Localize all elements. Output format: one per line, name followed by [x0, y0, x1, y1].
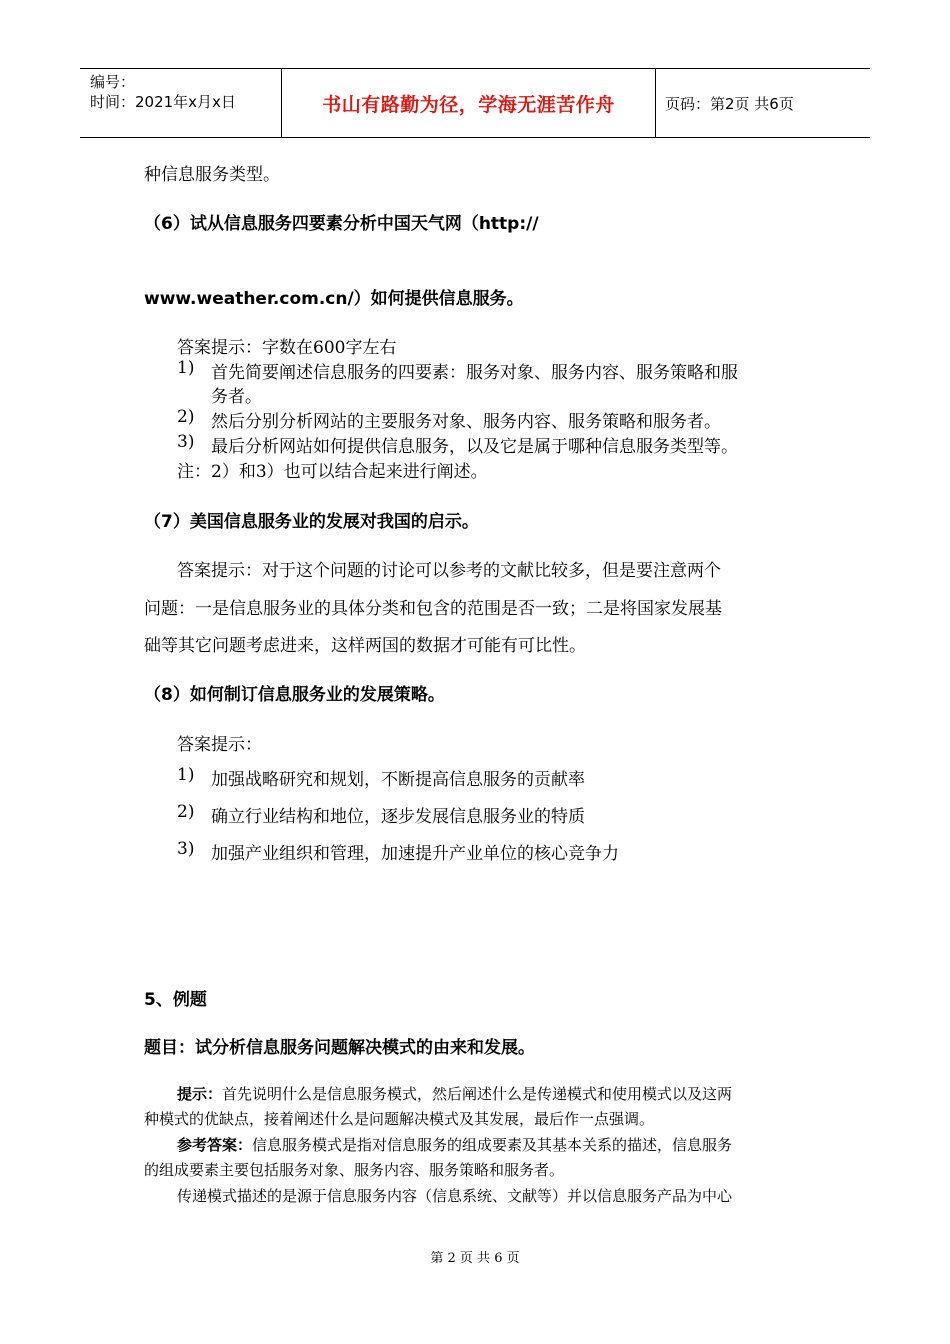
- hint-line2: 种模式的优缺点，接着阐述什么是问题解决模式及其发展，最后作一点强调。: [144, 1110, 655, 1128]
- hint-label: 提示：: [177, 1085, 223, 1103]
- reference-line2: 的组成要素主要包括服务对象、服务内容、服务策略和服务者。: [144, 1161, 565, 1179]
- reference-line3: 传递模式描述的是源于信息服务内容（信息系统、文献等）并以信息服务产品为中心: [177, 1187, 733, 1205]
- reference-text: 信息服务模式是指对信息服务的组成要素及其基本关系的描述，信息服务: [252, 1136, 733, 1154]
- q8-answer-hint: 答案提示：: [177, 735, 262, 755]
- hint-line1: [177, 1083, 732, 1104]
- q6-answer-hint: 答案提示：字数在600字左右: [177, 338, 397, 358]
- q6-note: 注：2）和3）也可以结合起来进行阐述。: [177, 462, 488, 482]
- list-text: 然后分别分析网站的主要服务对象、服务内容、服务策略和服务者。: [211, 412, 721, 432]
- hint-text: 首先说明什么是信息服务模式，然后阐述什么是传递模式和使用模式以及这两: [222, 1085, 733, 1103]
- header-meta-cell: [80, 69, 282, 137]
- header-motto-cell: [282, 69, 656, 137]
- page-header: [80, 68, 870, 138]
- doc-number-label: 编号：: [90, 73, 136, 91]
- section-5-heading: 5、例题: [144, 990, 207, 1010]
- header-page-cell: [656, 69, 870, 137]
- reference-line1: [177, 1134, 732, 1155]
- continued-text: 种信息服务类型。: [144, 165, 280, 185]
- list-text: 加强产业组织和管理，加速提升产业单位的核心竞争力: [211, 844, 619, 864]
- page-footer: 第 2 页 共 6 页: [430, 1251, 520, 1266]
- question-6-title-line1: （6）试从信息服务四要素分析中国天气网（http://: [144, 214, 539, 234]
- list-text: 最后分析网站如何提供信息服务，以及它是属于哪种信息服务类型等。: [211, 437, 738, 457]
- question-6-title-line2: www.weather.com.cn/）如何提供信息服务。: [144, 289, 524, 309]
- q7-paragraph-line3: 础等其它问题考虑进来，这样两国的数据才可能有可比性。: [144, 636, 586, 656]
- q7-paragraph-line1: 答案提示：对于这个问题的讨论可以参考的文献比较多，但是要注意两个: [177, 561, 721, 581]
- list-text-cont: 务者。: [211, 387, 262, 407]
- list-text: 加强战略研究和规划，不断提高信息服务的贡献率: [211, 770, 585, 790]
- header-motto: 书山有路勤为径，学海无涯苦作舟: [322, 93, 615, 116]
- list-number: 3): [177, 839, 195, 859]
- question-8-title: （8）如何制订信息服务业的发展策略。: [144, 685, 445, 705]
- doc-time-label: 时间：2021年x月x日: [90, 93, 236, 111]
- list-text: 首先简要阐述信息服务的四要素：服务对象、服务内容、服务策略和服: [211, 363, 738, 383]
- question-7-title: （7）美国信息服务业的发展对我国的启示。: [144, 512, 479, 532]
- list-text: 确立行业结构和地位，逐步发展信息服务业的特质: [211, 807, 585, 827]
- list-number: 2): [177, 407, 195, 427]
- q7-paragraph-line2: 问题：一是信息服务业的具体分类和包含的范围是否一致；二是将国家发展基: [144, 599, 722, 619]
- header-page-label: 页码：第2页 共6页: [665, 94, 794, 113]
- list-number: 1): [177, 358, 195, 378]
- list-number: 1): [177, 765, 195, 785]
- list-number: 3): [177, 432, 195, 452]
- example-topic: 题目：试分析信息服务问题解决模式的由来和发展。: [144, 1038, 535, 1058]
- list-number: 2): [177, 802, 195, 822]
- reference-label: 参考答案：: [177, 1136, 253, 1154]
